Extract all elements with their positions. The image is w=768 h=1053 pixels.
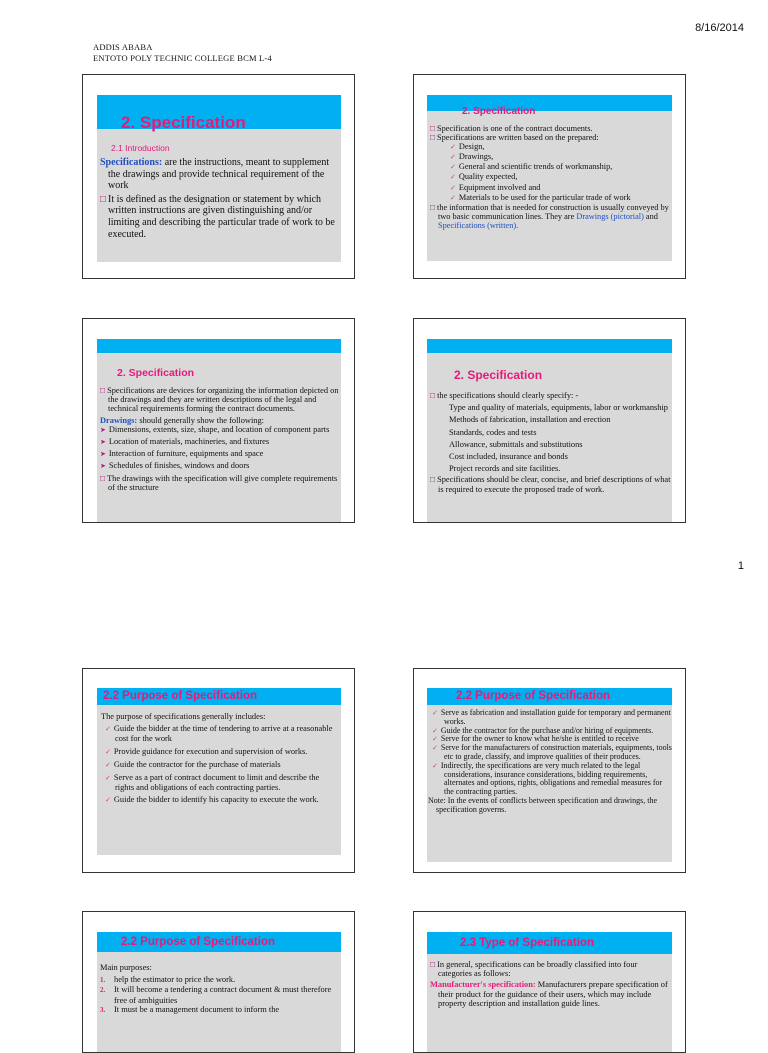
slide-title: 2.2 Purpose of Specification <box>103 690 258 702</box>
bullet-1: □ the specifications should clearly specify: - <box>430 391 672 400</box>
header-org-line1: ADDIS ABABA <box>93 42 153 52</box>
definition-text: are the instructions, meant to supplement the drawings and provide technical requirement of the work <box>108 157 330 192</box>
bullet-1: □ Specifications are devices for organizing the information depicted on the drawings and they are written descriptions of the legal and technical requirements forming the contract documents. <box>100 386 344 414</box>
manufacturer-text: Manufacturers prepare specification of their product for the guidance of their users, which may include property description and installation guide lines. <box>438 980 668 1008</box>
tick-item: ✓ Guide the contractor for the purchase of materials <box>101 760 339 770</box>
bullet-2: □ Specifications are written based on the prepared: <box>430 133 674 142</box>
slide-body <box>100 963 338 1015</box>
slide-thumbnail-3 <box>82 318 355 523</box>
specs-link-text: Specifications (written). <box>438 220 519 230</box>
spec-item: Cost included, insurance and bonds <box>449 452 568 462</box>
page-number: 1 <box>737 560 744 572</box>
numbered-item <box>100 975 338 985</box>
slide-title-bar <box>427 339 672 353</box>
spec-item: Methods of fabrication, installation and erection <box>449 415 611 425</box>
slide-subtitle: 2.1 Introduction <box>111 143 170 153</box>
item-text: It will become a tendering a contract document & must therefore free of ambiguities <box>114 985 332 1005</box>
bullet-1: □ In general, specifications can be broadly classified into four categories as follows: <box>430 960 670 978</box>
bullet-3 <box>430 203 674 230</box>
spec-item: Allowance, submittals and substitutions <box>449 439 583 449</box>
tick-item: ✓ Serve for the manufacturers of construction materials, equipments, tools etc to grade, classify, and improve qualities of their produces. <box>428 744 672 762</box>
slide-title: 2. Specification <box>462 106 536 117</box>
spec-items <box>430 403 672 473</box>
header-org <box>93 42 272 64</box>
slide-thumbnail-1 <box>82 74 355 279</box>
item-text: It must be a management document to inform the <box>114 1004 280 1014</box>
slide-body <box>430 124 674 230</box>
spec-item: Standards, codes and tests <box>449 427 537 437</box>
slide-title: 2.2 Purpose of Specification <box>121 936 276 948</box>
tick-item: ✓ Quality expected, <box>430 172 674 182</box>
slide-thumbnail-6 <box>413 668 686 873</box>
note-text: Note: In the events of conflicts between specification and drawings, the specification governs. <box>428 795 658 814</box>
tick-item: ✓ Serve for the owner to know what he/she is entitled to receive <box>428 735 672 744</box>
arrow-item: ➤ Dimensions, extents, size, shape, and location of component parts <box>100 425 344 435</box>
tick-item: ✓ Indirectly, the specifications are very much related to the legal considerations, insurance considerations, bidding requirements, alternates and options, rights, obligations and remedial measures for the contracting parties. <box>428 762 672 797</box>
definition-label: Specifications: <box>100 157 163 168</box>
tick-item: ✓ Guide the bidder to identify his capacity to execute the work. <box>101 795 339 805</box>
item-number: 2. <box>100 986 106 995</box>
slide-thumbnail-7 <box>82 911 355 1053</box>
item-number: 3. <box>100 1005 106 1014</box>
slide-body <box>430 391 672 494</box>
item-number: 1. <box>100 976 106 985</box>
slide-title: 2. Specification <box>454 368 543 382</box>
bullet-3-text: □ the information that is needed for construction is usually conveyed by two basic communication lines. They are <box>430 203 669 221</box>
bullet-2: □ The drawings with the specification will give complete requirements of the structure <box>100 474 344 492</box>
slide-title-bar <box>97 339 341 353</box>
intro-text: The purpose of specifications generally includes: <box>101 712 266 721</box>
tick-item: ✓ Guide the bidder at the time of tendering to arrive at a reasonable cost for the work <box>101 724 339 743</box>
slide-body <box>428 709 672 815</box>
header-date: 8/16/2014 <box>695 22 744 34</box>
slide-thumbnail-4 <box>413 318 686 523</box>
arrow-item: ➤ Location of materials, machineries, and fixtures <box>100 437 344 447</box>
tick-item: ✓ General and scientific trends of workmanship, <box>430 162 674 172</box>
numbered-item <box>100 1005 338 1015</box>
tick-item: ✓ Design, <box>430 142 674 152</box>
tick-item: ✓ Serve as a part of contract document to limit and describe the rights and obligations of each contracting parties. <box>101 773 339 792</box>
manufacturer-label: Manufacturer's specification: <box>430 980 536 990</box>
slide-title: 2. Specification <box>117 367 195 379</box>
tick-item: ✓ Materials to be used for the particular trade of work <box>430 193 674 203</box>
drawings-label: Drawings: <box>100 415 138 425</box>
slide-thumbnail-8 <box>413 911 686 1053</box>
and-text: and <box>643 211 658 221</box>
drawings-text: should generally show the following: <box>137 415 265 425</box>
bullet-1: □ Specification is one of the contract documents. <box>430 124 674 133</box>
item-text: help the estimator to price the work. <box>114 975 236 985</box>
header-org-line2: ENTOTO POLY TECHNIC COLLEGE BCM L-4 <box>93 53 272 63</box>
spec-item: Type and quality of materials, equipments, labor or workmanship <box>449 403 668 413</box>
tick-item: ✓ Serve as fabrication and installation guide for temporary and permanent works. <box>428 709 672 727</box>
tick-item: ✓ Provide guidance for execution and supervision of works. <box>101 747 339 757</box>
drawings-link-text: Drawings (pictorial) <box>576 211 644 221</box>
spec-item: Project records and site facilities. <box>449 464 561 474</box>
slide-thumbnail-2 <box>413 74 686 279</box>
tick-item: ✓ Equipment involved and <box>430 183 674 193</box>
bullet-text: □ It is defined as the designation or statement by which written instructions are given distinguishing and/or limiting and describing the particular trade of work to be executed. <box>100 194 340 240</box>
arrow-item: ➤ Interaction of furniture, equipments and space <box>100 449 344 459</box>
slide-title: 2.3 Type of Specification <box>460 937 594 949</box>
slide-body <box>101 712 339 806</box>
tick-item: ✓ Guide the contractor for the purchase and/or hiring of equipments. <box>428 727 672 736</box>
numbered-list <box>100 975 338 1015</box>
slide-title: 2. Specification <box>121 113 246 132</box>
manufacturer-spec <box>430 980 670 1008</box>
intro-text: Main purposes: <box>100 963 152 972</box>
slide-thumbnail-5 <box>82 668 355 873</box>
slide-title: 2.2 Purpose of Specification <box>456 690 611 702</box>
numbered-item <box>100 985 338 1004</box>
bullet-2: □ Specifications should be clear, concise, and brief descriptions of what is required to execute the proposed trade of work. <box>430 475 672 493</box>
tick-item: ✓ Drawings, <box>430 152 674 162</box>
slide-body <box>430 960 670 1008</box>
slide-body <box>100 386 344 492</box>
slide-body <box>100 157 340 240</box>
arrow-item: ➤ Schedules of finishes, windows and doors <box>100 461 344 471</box>
